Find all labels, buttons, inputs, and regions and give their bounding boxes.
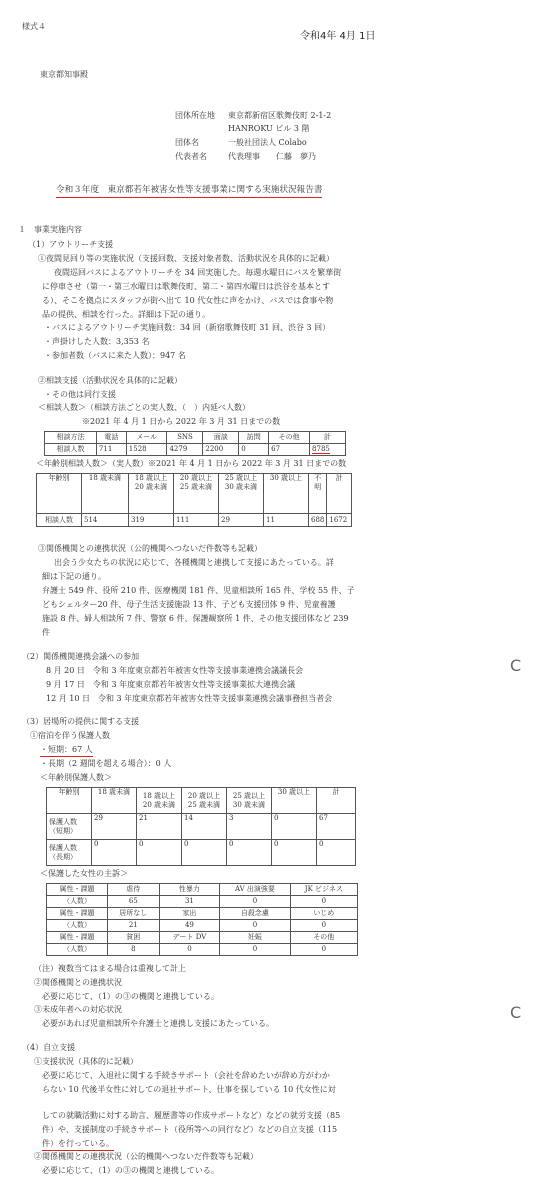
table-cell: 0 — [227, 840, 272, 866]
table-cell: 属性・課題 — [47, 908, 108, 920]
table-cell-total — [310, 444, 346, 456]
long-term-count: ・長期（2 週間を超える場合）：0 人 — [40, 759, 172, 768]
table-cell: 18 歳以上 20 歳未満 — [129, 474, 174, 514]
patrol-line-3: る）、そこを拠点にスタッフが街へ出て 10 代女性に声をかけ、バスでは食事や物 — [42, 296, 334, 305]
table-cell: 711 — [96, 444, 126, 456]
table-cell: 年齢別 — [37, 474, 82, 514]
outreach-heading: （1）アウトリーチ支援 — [28, 240, 114, 249]
table-cell: 18 歳未満 — [82, 474, 129, 514]
table-cell: 11 — [264, 514, 309, 527]
table-cell: 計 — [310, 432, 346, 444]
table-cell: 4279 — [167, 444, 203, 456]
participant-count: ・参加者数（バスに来た人数）：947 名 — [44, 351, 186, 360]
table-cell: 49 — [159, 920, 220, 932]
table-cell: 29 — [219, 514, 264, 527]
table-cell: 性暴力 — [159, 884, 220, 896]
table-row — [47, 884, 358, 896]
margin-mark-icon: C — [510, 656, 522, 675]
margin-mark-icon: C — [510, 1003, 522, 1022]
table-cell: 0 — [272, 814, 317, 840]
table-cell: 0 — [220, 944, 290, 956]
table-cell: 14 — [182, 814, 227, 840]
table-cell: 訪問 — [239, 432, 269, 444]
table-cell: （人数） — [47, 896, 108, 908]
table-cell: 0 — [272, 840, 317, 866]
report-title: 令和３年度 東京都若年被害女性等支援事業に関する実施状況報告書 — [56, 185, 322, 198]
agency-line-1: 出会う少女たちの状況に応じて、各種機関と連携して支援にあたっている。詳 — [54, 558, 334, 567]
table-cell: 計 — [327, 474, 352, 514]
table-cell: （人数） — [47, 944, 108, 956]
form-number: 様式４ — [22, 22, 46, 31]
short-term-count: ・短期：67 人 — [40, 745, 93, 757]
minor-heading: ③未成年者への対応状況 — [34, 1005, 122, 1014]
agency-line-4: どもシェルター20 件、母子生活支援施設 13 件、子ども支援団体 9 件、児童養護 — [42, 600, 336, 609]
table-cell: 属性・課題 — [47, 932, 108, 944]
table-cell: SNS — [167, 432, 203, 444]
table-cell: 29 — [92, 814, 137, 840]
table-row — [47, 932, 358, 944]
shelter-link-heading: ②関係機関との連携状況 — [34, 978, 122, 987]
agency-line-2: 細は下記の通り。 — [42, 572, 106, 581]
org-address-label: 団体所在地 — [175, 111, 215, 120]
org-name: 一般社団法人 Colabo — [228, 138, 307, 147]
section-heading: １ 事業実施内容 — [18, 225, 82, 234]
table-cell: 保護人数（長期） — [47, 840, 92, 866]
patrol-line-1: 夜間巡回バスによるアウトリーチを 34 回実施した。毎週水曜日にバスを繁華街 — [54, 268, 342, 277]
meeting-3: 12 月 10 日 令和 3 年度東京都若年被害女性等支援事業連携会議事務担当者会 — [46, 694, 333, 703]
table-cell: 0 — [290, 944, 357, 956]
bus-count: ・バスによるアウトリーチ実施回数：34 回（新宿歌舞伎町 31 回、渋谷 3 回） — [44, 323, 331, 332]
table-header-row — [37, 474, 352, 514]
table-cell: 相談人数 — [45, 444, 97, 456]
table-cell: 30 歳以上 — [264, 474, 309, 514]
table-cell: 0 — [92, 840, 137, 866]
table-cell: 2200 — [203, 444, 239, 456]
table-cell: 21 — [108, 920, 160, 932]
table-cell: 0 — [239, 444, 269, 456]
consultation-period: ※2021 年 4 月 1 日から 2022 年 3 月 31 日までの数 — [82, 417, 281, 426]
table-cell: 不明 — [309, 474, 327, 514]
table-cell: その他 — [269, 432, 310, 444]
table-cell: 25 歳以上 30 歳未満 — [227, 788, 272, 814]
independence-link-heading: ②関係機関との連携状況（公的機関へつないだ件数等も記載） — [34, 1152, 258, 1161]
table-cell: 虐待 — [108, 884, 160, 896]
table-row — [47, 896, 358, 908]
patrol-line-4: 品の提供、相談を行った。詳細は下記の通り。 — [42, 310, 210, 319]
independence-line-5: 件）を行っている。 — [42, 1139, 114, 1151]
consultation-note: ・その他は同行支援 — [44, 390, 116, 399]
consultation-heading: ②相談支援（活動状況を具体的に記載） — [38, 376, 182, 385]
table-cell: 18 歳未満 — [92, 788, 137, 814]
table-cell: 319 — [129, 514, 174, 527]
org-address-1: 東京都新宿区歌舞伎町 2-1-2 — [228, 111, 332, 120]
table-cell: 67 — [269, 444, 310, 456]
table-cell: 20 歳以上 25 歳未満 — [174, 474, 219, 514]
table-cell: 貧困 — [108, 932, 160, 944]
table-cell: 自殺念慮 — [220, 908, 290, 920]
table-cell: 8 — [108, 944, 160, 956]
table-cell: メール — [126, 432, 167, 444]
complaint-caption: ＜保護した女性の主訴＞ — [40, 869, 128, 878]
table-cell: 0 — [290, 920, 357, 932]
age-consult-caption: ＜年齢別相談人数＞（実人数）※2021 年 4 月 1 日から 2022 年 3 月 31 日までの数 — [36, 459, 347, 468]
addressee: 東京都知事殿 — [40, 70, 88, 79]
table-cell: 相談方法 — [45, 432, 97, 444]
table-cell: 67 — [317, 814, 356, 840]
table-cell: 0 — [137, 840, 182, 866]
table-cell: 21 — [137, 814, 182, 840]
meeting-1: 8 月 20 日 令和 3 年度東京都若年被害女性等支援事業連携会議議長会 — [46, 666, 304, 675]
table-cell: 面談 — [203, 432, 239, 444]
table-row — [37, 514, 352, 527]
table-cell: 65 — [108, 896, 160, 908]
representative-label: 代表者名 — [175, 152, 207, 161]
age-protect-table — [46, 787, 356, 866]
table-cell: 計 — [317, 788, 356, 814]
independence-heading: （4）自立支援 — [22, 1043, 76, 1052]
agency-line-3: 弁護士 549 件、役所 210 件、医療機関 181 件、児童相談所 165 件、学校 55 件、子 — [42, 586, 355, 595]
table-cell: （人数） — [47, 920, 108, 932]
table-row — [47, 814, 356, 840]
independence-sub: ①支援状況（具体的に記載） — [34, 1057, 138, 1066]
meeting-2: 9 月 17 日 令和 3 年度東京都若年被害女性等支援事業拡大連携会議 — [46, 680, 296, 689]
table-cell: 30 歳以上 — [272, 788, 317, 814]
table-cell: 属性・課題 — [47, 884, 108, 896]
table-cell: 3 — [227, 814, 272, 840]
table-header-row — [47, 788, 356, 814]
table-cell: 居所なし — [108, 908, 160, 920]
table-row — [47, 840, 356, 866]
table-cell: 0 — [159, 944, 220, 956]
table-cell: 18 歳以上 20 歳未満 — [137, 788, 182, 814]
table-header-row — [45, 432, 346, 444]
agency-line-5: 施設 8 件、婦人相談所 7 件、警察 6 件、保護観察所 1 件、その他支援団体など 239 — [42, 614, 349, 623]
table-cell: 電話 — [96, 432, 126, 444]
table-cell: 保護人数（短期） — [47, 814, 92, 840]
table-cell: その他 — [290, 932, 357, 944]
table-cell: 0 — [182, 840, 227, 866]
representative: 代表理事 仁藤 夢乃 — [228, 152, 316, 161]
table-cell: 25 歳以上 30 歳未満 — [219, 474, 264, 514]
table-cell: AV 出演強要 — [220, 884, 290, 896]
table-cell: 年齢別 — [47, 788, 92, 814]
table-cell: 1528 — [126, 444, 167, 456]
total-value: 8785 — [312, 445, 330, 454]
complaint-table — [46, 883, 358, 956]
independence-line-4: 件）や、支援制度の手続きサポート（役所等への同行など）などの自立支援（115 — [42, 1125, 338, 1134]
table-cell: 111 — [174, 514, 219, 527]
agency-line-6: 件 — [42, 628, 50, 637]
independence-line-3: しての就職活動に対する助言、履歴書等の作成サポートなど）などの就労支援（85 — [42, 1111, 341, 1120]
age-consult-table — [36, 473, 352, 527]
table-cell: 妊娠 — [220, 932, 290, 944]
consultation-caption: ＜相談人数＞（相談方法ごとの実人数、（ ）内延べ人数） — [38, 403, 250, 412]
independence-line-2: らない 10 代後半女性に対しての退社サポート、仕事を探している 10 代女性に対 — [42, 1085, 336, 1094]
table-cell: 家出 — [159, 908, 220, 920]
agency-link-heading: ③関係機関との連携状況（公的機関へつないだ件数等も記載） — [38, 544, 262, 553]
table-cell: 31 — [159, 896, 220, 908]
table-cell: 0 — [317, 840, 356, 866]
shelter-link-text: 必要に応じて、（1）の③の機関と連携している。 — [42, 992, 219, 1001]
independence-line-1: 必要に応じて、入退社に関する手続きサポート（会社を辞めたいが辞め方がわか — [42, 1071, 330, 1080]
callout-count: ・声掛けした人数：3,353 名 — [44, 337, 150, 346]
org-name-label: 団体名 — [175, 138, 199, 147]
independence-link-text: 必要に応じて、（1）の③の機関と連携している。 — [42, 1166, 219, 1175]
table-cell: 相談人数 — [37, 514, 82, 527]
patrol-line-2: に停車させ（第一・第三水曜日は歌舞伎町、第二・第四水曜日は渋谷を基本とす — [42, 282, 330, 291]
table-cell: 0 — [220, 920, 290, 932]
table-cell: 20 歳以上 25 歳未満 — [182, 788, 227, 814]
shelter-heading: （3）居場所の提供に関する支援 — [22, 717, 140, 726]
table-row — [47, 944, 358, 956]
table-cell: いじめ — [290, 908, 357, 920]
table-cell: 0 — [220, 896, 290, 908]
table-cell: 514 — [82, 514, 129, 527]
meetings-heading: （2）関係機関連携会議への参加 — [22, 652, 140, 661]
table-row — [47, 908, 358, 920]
age-protect-caption: ＜年齢別保護人数＞ — [40, 773, 112, 782]
table-cell: 0 — [290, 896, 357, 908]
consultation-method-table — [44, 431, 346, 456]
table-row — [45, 444, 346, 456]
complaint-note: （注）複数当てはまる場合は重複して計上 — [34, 964, 186, 973]
table-cell: 1672 — [327, 514, 352, 527]
minor-text: 必要があれば児童相談所や弁護士と連携し支援にあたっている。 — [42, 1019, 274, 1028]
table-cell: JK ビジネス — [290, 884, 357, 896]
night-patrol-heading: ①夜間見回り等の実施状況（支援回数、支援対象者数、活動状況を具体的に記載） — [38, 254, 334, 263]
overnight-heading: ①宿泊を伴う保護人数 — [30, 731, 110, 740]
table-row — [47, 920, 358, 932]
org-address-2: HANROKU ビル 3 階 — [228, 124, 310, 133]
table-cell: 688 — [309, 514, 327, 527]
report-date: 令和4年 4月 1日 — [300, 31, 376, 42]
table-cell: デート DV — [159, 932, 220, 944]
